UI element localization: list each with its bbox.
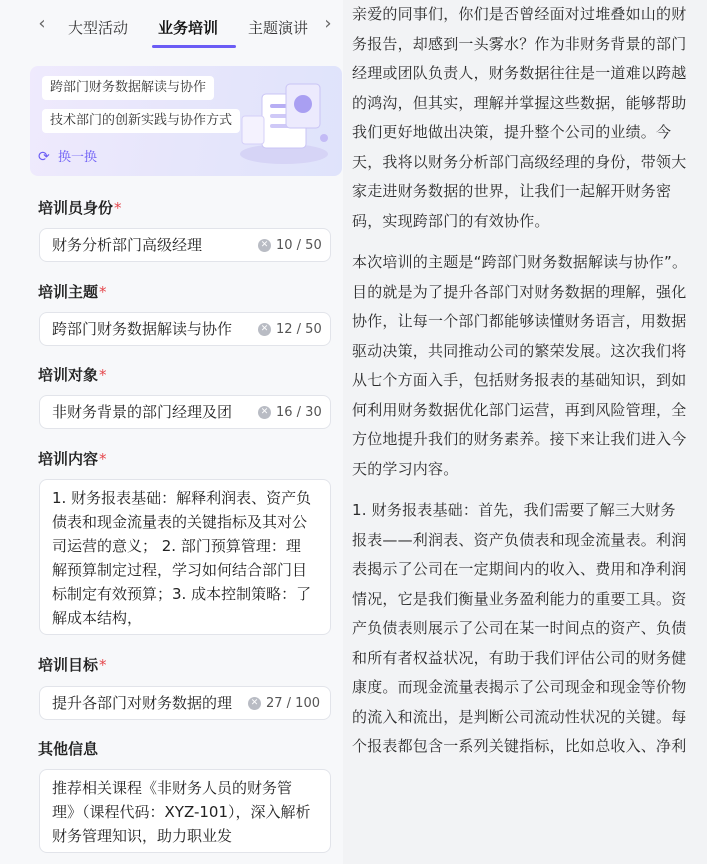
content-textarea[interactable]: 1. 财务报表基础：解释利润表、资产负债表和现金流量表的关键指标及其对公司运营的意义； 2. 部门预算管理：理解预算制定过程，学习如何结合部门目标制定有效预算；3. 成本控制策略：了解成本结构， xyxy=(39,479,331,635)
clear-icon[interactable]: ✕ xyxy=(258,323,271,336)
document-illustration-icon xyxy=(226,76,336,168)
clear-icon[interactable]: ✕ xyxy=(258,239,271,252)
generated-article xyxy=(352,0,690,762)
other-info-textarea[interactable]: 推荐相关课程《非财务人员的财务管理》（课程代码：XYZ-101），深入解析财务管理知识，助力职业发 xyxy=(39,769,331,853)
chevron-left-icon[interactable]: ‹ xyxy=(38,13,46,34)
content-label: 培训内容* xyxy=(38,450,107,468)
char-counter: 10 / 50 xyxy=(276,238,322,253)
char-counter: 12 / 50 xyxy=(276,322,322,337)
goal-label: 培训目标* xyxy=(38,656,107,674)
char-counter: 27 / 100 xyxy=(266,696,320,711)
refresh-icon: ⟳ xyxy=(38,149,50,165)
topic-input[interactable]: 跨部门财务数据解读与协作 ✕ 12 / 50 xyxy=(39,312,331,346)
topic-label: 培训主题* xyxy=(38,283,107,301)
audience-label: 培训对象* xyxy=(38,366,107,384)
trainer-identity-label: 培训员身份* xyxy=(38,199,122,217)
clear-icon[interactable]: ✕ xyxy=(258,406,271,419)
suggestion-banner xyxy=(30,66,342,176)
article-paragraph-1: 亲爱的同事们，你们是否曾经面对过堆叠如山的财务报告，却感到一头雾水？作为非财务背景的部门经理或团队负责人，财务数据往往是一道难以跨越的鸿沟，但其实，理解并掌握这些数据，能够帮助我们更好地做出决策，提升整个公司的业绩。今天，我将以财务分析部门高级经理的身份，带领大家走进财务数据的世界，让我们一起解开财务密码，实现跨部门的有效协作。 xyxy=(352,5,687,230)
chevron-right-icon[interactable]: › xyxy=(324,13,332,34)
char-counter: 16 / 30 xyxy=(276,405,322,420)
clear-icon[interactable]: ✕ xyxy=(248,697,261,710)
article-paragraph-3: 1. 财务报表基础：首先，我们需要了解三大财务报表——利润表、资产负债表和现金流量表。利润表揭示了公司在一定期间内的收入、费用和净利润情况，它是我们衡量业务盈利能力的重要工具。资产负债表则展示了公司在某一时间点的资产、负债和所有者权益状况，有助于我们评估公司的财务健康度。而现金流量表揭示了公司现金和现金等价物的流入和流出，是判断公司流动性状况的关键。每个报表都包含一系列关键指标，比如总收入、净利 xyxy=(352,501,687,755)
suggestion-chip-2[interactable]: 技术部门的创新实践与协作方式 xyxy=(42,109,240,133)
refresh-label: 换一换 xyxy=(58,150,98,165)
tab-business-training[interactable]: 业务培训 xyxy=(158,19,219,37)
tab-keynote-speech[interactable]: 主题演讲 xyxy=(248,19,309,37)
article-paragraph-2: 本次培训的主题是“跨部门财务数据解读与协作”。目的就是为了提升各部门对财务数据的理解，强化协作，让每一个部门都能够读懂财务语言，用数据驱动决策，共同推动公司的繁荣发展。这次我们将从七个方面入手，包括财务报表的基础知识，到如何利用财务数据优化部门运营，再到风险管理，全方位地提升我们的财务素养。接下来让我们进入今天的学习内容。 xyxy=(352,253,688,478)
suggestion-chip-1[interactable]: 跨部门财务数据解读与协作 xyxy=(42,76,214,100)
category-tabs xyxy=(0,0,343,50)
active-tab-indicator xyxy=(152,45,236,48)
other-info-label: 其他信息 xyxy=(38,740,99,758)
generator-form-panel xyxy=(0,0,343,864)
tab-large-event[interactable]: 大型活动 xyxy=(68,19,129,37)
trainer-identity-input[interactable]: 财务分析部门高级经理 ✕ 10 / 50 xyxy=(39,228,331,262)
refresh-suggestions-button[interactable] xyxy=(38,147,97,167)
audience-input[interactable]: 非财务背景的部门经理及团 ✕ 16 / 30 xyxy=(39,395,331,429)
goal-input[interactable]: 提升各部门对财务数据的理 ✕ 27 / 100 xyxy=(39,686,331,720)
